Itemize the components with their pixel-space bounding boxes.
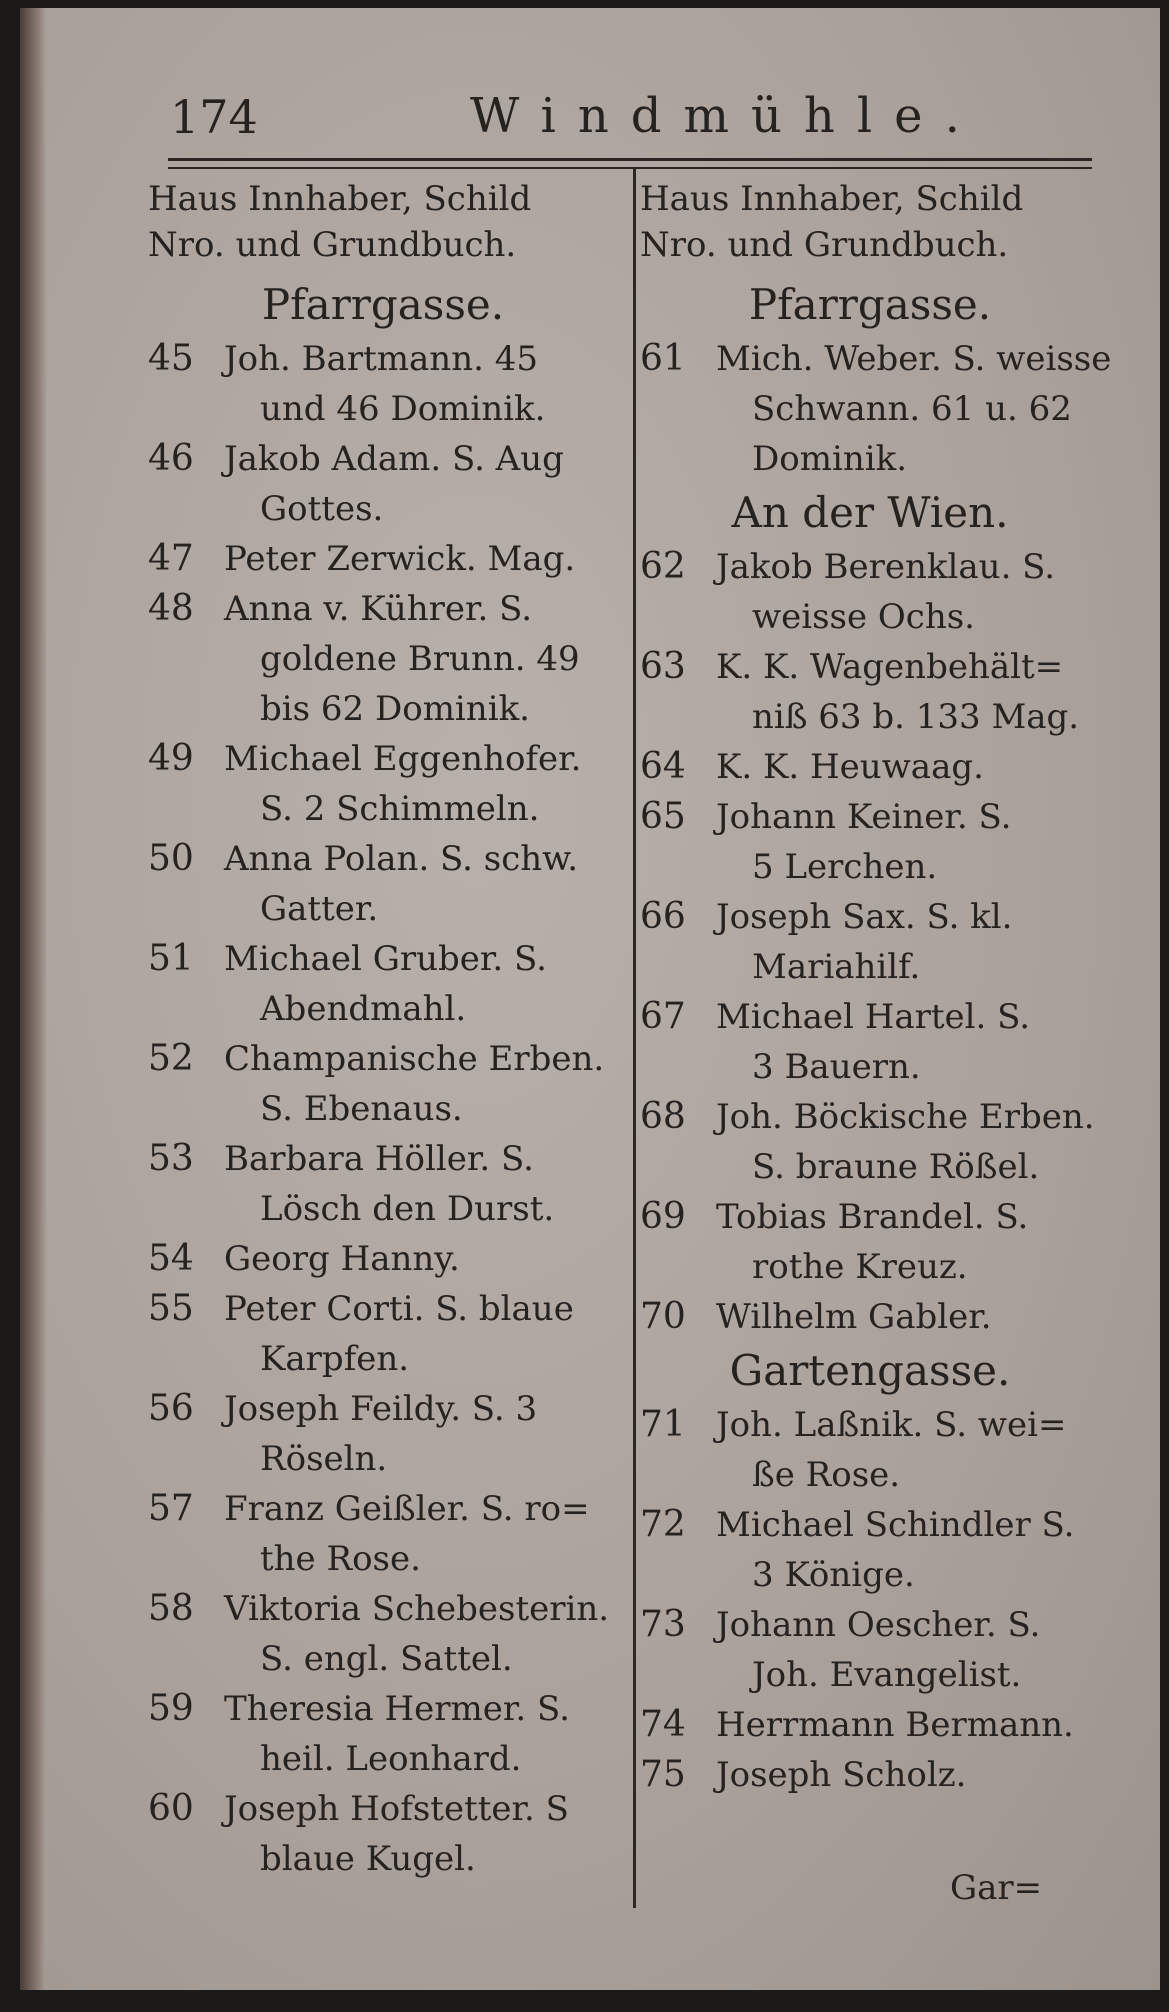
entry-line: Peter Corti. S. blaue <box>224 1289 574 1329</box>
house-number: 62 <box>640 546 686 587</box>
list-item <box>640 642 1100 742</box>
column-header <box>148 176 618 276</box>
page-binding <box>20 8 46 1990</box>
list-item <box>640 792 1100 892</box>
list-item <box>640 992 1100 1092</box>
list-item <box>148 1484 618 1584</box>
column-header-line: Nro. und Grundbuch. <box>640 225 1009 265</box>
list-item <box>148 834 618 934</box>
entry-line: goldene Brunn. 49 <box>260 639 580 679</box>
list-item <box>148 1134 618 1234</box>
entry-line: Barbara Höller. S. <box>224 1139 534 1179</box>
house-number: 73 <box>640 1604 686 1645</box>
house-number: 55 <box>148 1288 194 1329</box>
catchword: Gar= <box>950 1868 1043 1908</box>
list-item <box>148 1384 618 1484</box>
list-item <box>640 542 1100 642</box>
entry-line: the Rose. <box>260 1539 421 1579</box>
list-item <box>640 1192 1100 1292</box>
entry-line: S. braune Rößel. <box>752 1147 1040 1187</box>
entry-line: Georg Hanny. <box>224 1239 460 1279</box>
entry-line: Joseph Hofstetter. S <box>224 1789 569 1829</box>
entry-line: Michael Eggenhofer. <box>224 739 582 779</box>
list-item <box>640 1500 1100 1600</box>
house-number: 47 <box>148 538 194 579</box>
entry-line: Mariahilf. <box>752 947 921 987</box>
list-item <box>640 1400 1100 1500</box>
entry-line: Tobias Brandel. S. <box>716 1197 1029 1237</box>
entry-line: Karpfen. <box>260 1339 410 1379</box>
entry-line: und 46 Dominik. <box>260 389 546 429</box>
list-item <box>148 1234 618 1284</box>
entry-line: Jakob Adam. S. Aug <box>224 439 564 479</box>
house-number: 59 <box>148 1688 194 1729</box>
entry-line: Peter Zerwick. Mag. <box>224 539 576 579</box>
right-column <box>640 176 1112 1800</box>
entry-line: Röseln. <box>260 1439 388 1479</box>
entry-line: blaue Kugel. <box>260 1839 476 1879</box>
entry-line: Joh. Bartmann. 45 <box>224 339 538 379</box>
house-number: 66 <box>640 896 686 937</box>
house-number: 75 <box>640 1754 686 1795</box>
left-column <box>148 176 618 1884</box>
house-number: 64 <box>640 746 686 787</box>
column-header <box>640 176 1100 276</box>
entry-line: K. K. Heuwaag. <box>716 747 984 787</box>
list-item <box>148 1684 618 1784</box>
header-rule <box>168 158 1092 169</box>
entry-line: Anna Polan. S. schw. <box>224 839 579 879</box>
entry-line: Schwann. 61 u. 62 <box>752 389 1072 429</box>
entry-line: bis 62 Dominik. <box>260 689 530 729</box>
list-item <box>148 534 618 584</box>
list-item <box>640 1750 1100 1800</box>
list-item <box>148 434 618 534</box>
entry-line: Michael Hartel. S. <box>716 997 1031 1037</box>
house-number: 46 <box>148 438 194 479</box>
entry-line: Champanische Erben. <box>224 1039 605 1079</box>
house-number: 71 <box>640 1404 686 1445</box>
entry-line: Viktoria Schebesterin. <box>224 1589 610 1629</box>
entry-line: niß 63 b. 133 Mag. <box>752 697 1080 737</box>
entry-line: Dominik. <box>752 439 908 479</box>
house-number: 68 <box>640 1096 686 1137</box>
house-number: 65 <box>640 796 686 837</box>
house-number: 53 <box>148 1138 194 1179</box>
column-divider <box>633 168 636 1908</box>
list-item <box>640 1700 1100 1750</box>
entry-line: Michael Gruber. S. <box>224 939 547 979</box>
list-item <box>148 584 618 734</box>
house-number: 74 <box>640 1704 686 1745</box>
entry-line: Joh. Laßnik. S. wei= <box>716 1405 1067 1445</box>
column-header-line: Haus Innhaber, Schild <box>640 179 1024 219</box>
list-item <box>148 334 618 434</box>
list-item <box>640 1600 1100 1700</box>
house-number: 50 <box>148 838 194 879</box>
house-number: 61 <box>640 338 686 379</box>
column-header-line: Nro. und Grundbuch. <box>148 225 517 265</box>
list-item <box>148 1784 618 1884</box>
entry-line: Anna v. Kührer. S. <box>224 589 533 629</box>
house-number: 63 <box>640 646 686 687</box>
list-item <box>148 1584 618 1684</box>
house-number: 49 <box>148 738 194 779</box>
entry-line: Mich. Weber. S. weisse <box>716 339 1112 379</box>
entry-line: Joh. Böckische Erben. <box>716 1097 1095 1137</box>
entry-line: Joseph Feildy. S. 3 <box>224 1389 538 1429</box>
house-number: 58 <box>148 1588 194 1629</box>
entry-line: 5 Lerchen. <box>752 847 938 887</box>
list-item <box>640 892 1100 992</box>
house-number: 72 <box>640 1504 686 1545</box>
entry-line: Johann Keiner. S. <box>716 797 1012 837</box>
entry-line: Wilhelm Gabler. <box>716 1297 992 1337</box>
entry-line: Gatter. <box>260 889 379 929</box>
page-number: 174 <box>170 90 258 144</box>
list-item <box>640 1292 1100 1342</box>
entry-line: ße Rose. <box>752 1455 901 1495</box>
entry-line: Abendmahl. <box>260 989 467 1029</box>
entry-line: S. 2 Schimmeln. <box>260 789 540 829</box>
entry-line: S. engl. Sattel. <box>260 1639 513 1679</box>
house-number: 52 <box>148 1038 194 1079</box>
house-number: 60 <box>148 1788 194 1829</box>
list-item <box>148 1034 618 1134</box>
house-number: 70 <box>640 1296 686 1337</box>
list-item <box>148 734 618 834</box>
house-number: 45 <box>148 338 194 379</box>
list-item <box>148 934 618 1034</box>
entry-line: Franz Geißler. S. ro= <box>224 1489 590 1529</box>
street-heading: Pfarrgasse. <box>748 280 992 329</box>
entry-line: Jakob Berenklau. S. <box>716 547 1056 587</box>
entry-line: Joseph Scholz. <box>716 1755 967 1795</box>
house-number: 67 <box>640 996 686 1037</box>
entry-line: Herrmann Bermann. <box>716 1705 1074 1745</box>
page-header <box>150 78 1100 148</box>
list-item <box>640 742 1100 792</box>
house-number: 56 <box>148 1388 194 1429</box>
entry-line: 3 Könige. <box>752 1555 915 1595</box>
list-item <box>640 1092 1100 1192</box>
entry-line: 3 Bauern. <box>752 1047 921 1087</box>
entry-line: Joh. Evangelist. <box>752 1655 1022 1695</box>
house-number: 54 <box>148 1238 194 1279</box>
entry-line: Michael Schindler S. <box>716 1505 1075 1545</box>
column-header-line: Haus Innhaber, Schild <box>148 179 532 219</box>
entry-line: Lösch den Durst. <box>260 1189 555 1229</box>
running-title: Windmühle. <box>470 88 982 144</box>
house-number: 51 <box>148 938 194 979</box>
list-item <box>640 334 1112 484</box>
house-number: 69 <box>640 1196 686 1237</box>
entry-line: weisse Ochs. <box>752 597 975 637</box>
street-heading: Pfarrgasse. <box>261 280 505 329</box>
entry-line: rothe Kreuz. <box>752 1247 968 1287</box>
entry-line: heil. Leonhard. <box>260 1739 522 1779</box>
list-item <box>148 1284 618 1384</box>
street-heading: Gartengasse. <box>729 1346 1011 1395</box>
entry-line: Theresia Hermer. S. <box>224 1689 570 1729</box>
street-heading: An der Wien. <box>731 488 1009 537</box>
house-number: 57 <box>148 1488 194 1529</box>
house-number: 48 <box>148 588 194 629</box>
entry-line: K. K. Wagenbehält= <box>716 647 1064 687</box>
entry-line: Gottes. <box>260 489 384 529</box>
entry-line: Joseph Sax. S. kl. <box>716 897 1013 937</box>
entry-line: S. Ebenaus. <box>260 1089 463 1129</box>
entry-line: Johann Oescher. S. <box>716 1605 1041 1645</box>
